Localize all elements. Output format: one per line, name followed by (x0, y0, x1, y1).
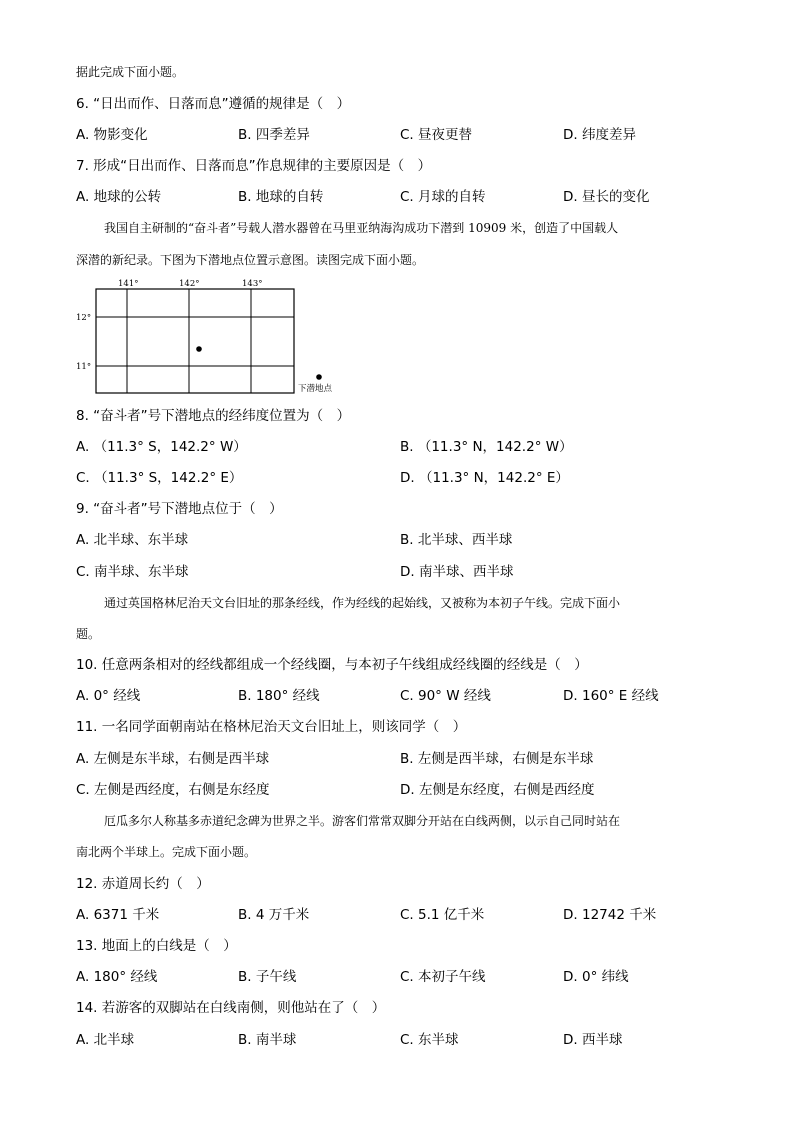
q10-option-b[interactable]: B. 180° 经线 (238, 688, 320, 704)
question-13-stem: 13. 地面上的白线是（ ） (76, 938, 237, 954)
question-10-stem: 10. 任意两条相对的经线都组成一个经线圈，与本初子午线组成经线圈的经线是（ ） (76, 657, 588, 673)
q14-option-c[interactable]: C. 东半球 (400, 1032, 459, 1048)
q8-option-a[interactable]: A. （11.3° S，142.2° W） (76, 439, 247, 455)
q13-option-d[interactable]: D. 0° 纬线 (563, 969, 629, 985)
q13-option-c[interactable]: C. 本初子午线 (400, 969, 486, 985)
intro-paragraph-line1: 我国自主研制的“奋斗者”号载人潜水器曾在马里亚纳海沟成功下潜到 10909 米，创造了中国载人 (104, 221, 619, 235)
intro-paragraph-c-line1: 通过英国格林尼治天文台旧址的那条经线，作为经线的起始线，又被称为本初子午线。完成下面小 (104, 596, 621, 610)
q6-option-a[interactable]: A. 物影变化 (76, 127, 148, 143)
lon-label-143: 143° (242, 279, 263, 289)
q11-option-a[interactable]: A. 左侧是东半球，右侧是西半球 (76, 751, 270, 767)
q9-option-c[interactable]: C. 南半球、东半球 (76, 564, 189, 580)
q11-option-d[interactable]: D. 左侧是东经度，右侧是西经度 (400, 782, 595, 798)
q11-option-b[interactable]: B. 左侧是西半球，右侧是东半球 (400, 751, 594, 767)
intro-paragraph-line2: 深潜的新纪录。下图为下潜地点位置示意图。读图完成下面小题。 (76, 253, 425, 267)
question-12-stem: 12. 赤道周长约（ ） (76, 876, 210, 892)
lat-label-11: 11° (76, 362, 92, 372)
dive-location-map (76, 278, 376, 398)
lat-label-12: 12° (76, 313, 92, 323)
q11-option-c[interactable]: C. 左侧是西经度，右侧是东经度 (76, 782, 270, 798)
question-7-stem: 7. 形成“日出而作、日落而息”作息规律的主要原因是（ ） (76, 158, 432, 174)
q8-option-c[interactable]: C. （11.3° S，142.2° E） (76, 470, 243, 486)
q8-option-b[interactable]: B. （11.3° N，142.2° W） (400, 439, 573, 455)
lon-label-141: 141° (118, 279, 139, 289)
map-frame (96, 289, 294, 393)
q14-option-a[interactable]: A. 北半球 (76, 1032, 135, 1048)
q7-option-b[interactable]: B. 地球的自转 (238, 189, 324, 205)
q6-option-b[interactable]: B. 四季差异 (238, 127, 310, 143)
q8-option-d[interactable]: D. （11.3° N，142.2° E） (400, 470, 569, 486)
q13-option-b[interactable]: B. 子午线 (238, 969, 297, 985)
q10-option-d[interactable]: D. 160° E 经线 (563, 688, 659, 704)
q13-option-a[interactable]: A. 180° 经线 (76, 969, 158, 985)
legend-label: 下潜地点 (298, 384, 333, 394)
q12-option-d[interactable]: D. 12742 千米 (563, 907, 657, 923)
q9-option-b[interactable]: B. 北半球、西半球 (400, 532, 513, 548)
q14-option-d[interactable]: D. 西半球 (563, 1032, 623, 1048)
q12-option-c[interactable]: C. 5.1 亿千米 (400, 907, 485, 923)
question-6-stem: 6. “日出而作、日落而息”遵循的规律是（ ） (76, 96, 351, 112)
question-14-stem: 14. 若游客的双脚站在白线南侧，则他站在了（ ） (76, 1000, 386, 1016)
dive-location-point (196, 346, 202, 352)
q12-option-a[interactable]: A. 6371 千米 (76, 907, 160, 923)
q10-option-c[interactable]: C. 90° W 经线 (400, 688, 491, 704)
intro-text: 据此完成下面小题。 (76, 65, 185, 79)
question-9-stem: 9. “奋斗者”号下潜地点位于（ ） (76, 501, 283, 517)
q12-option-b[interactable]: B. 4 万千米 (238, 907, 310, 923)
q6-option-c[interactable]: C. 昼夜更替 (400, 127, 473, 143)
q7-option-c[interactable]: C. 月球的自转 (400, 189, 486, 205)
q7-option-d[interactable]: D. 昼长的变化 (563, 189, 650, 205)
lon-label-142: 142° (179, 279, 200, 289)
q9-option-d[interactable]: D. 南半球、西半球 (400, 564, 514, 580)
intro-paragraph-d-line2: 南北两个半球上。完成下面小题。 (76, 845, 257, 859)
q6-option-d[interactable]: D. 纬度差异 (563, 127, 636, 143)
q7-option-a[interactable]: A. 地球的公转 (76, 189, 162, 205)
question-8-stem: 8. “奋斗者”号下潜地点的经纬度位置为（ ） (76, 408, 351, 424)
intro-paragraph-d-line1: 厄瓜多尔人称基多赤道纪念碑为世界之半。游客们常常双脚分开站在白线两侧，以示自己同时站在 (104, 814, 621, 828)
q14-option-b[interactable]: B. 南半球 (238, 1032, 297, 1048)
q9-option-a[interactable]: A. 北半球、东半球 (76, 532, 189, 548)
q10-option-a[interactable]: A. 0° 经线 (76, 688, 141, 704)
question-11-stem: 11. 一名同学面朝南站在格林尼治天文台旧址上，则该同学（ ） (76, 719, 467, 735)
legend-symbol (316, 374, 322, 380)
intro-paragraph-c-line2: 题。 (76, 627, 101, 641)
